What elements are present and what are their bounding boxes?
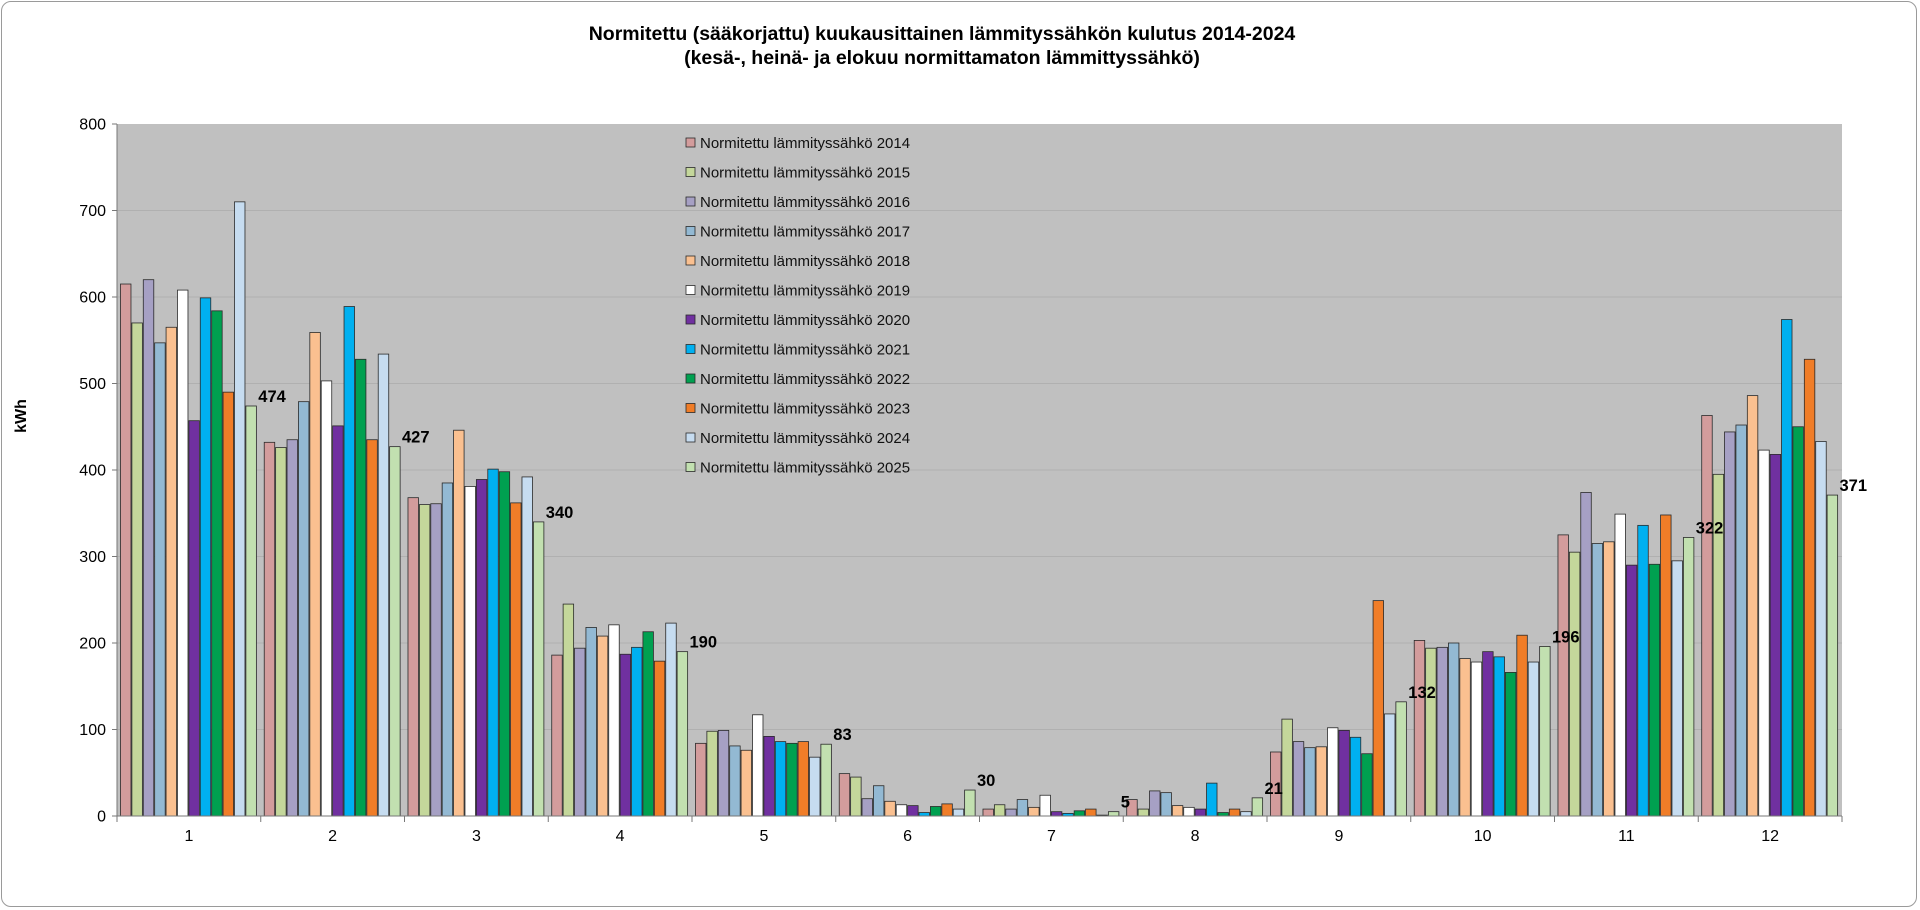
bar <box>597 636 608 816</box>
bar <box>344 307 355 816</box>
bar <box>276 448 287 816</box>
y-tick-label: 500 <box>79 376 106 393</box>
legend-entry: Normitettu lämmityssähkö 2018 <box>700 253 911 270</box>
bar <box>1604 542 1615 816</box>
bar <box>333 426 344 816</box>
legend-swatch <box>686 345 695 354</box>
bar <box>919 813 930 816</box>
bar <box>1804 359 1815 816</box>
legend-swatch <box>686 197 695 206</box>
bar <box>718 730 729 816</box>
bar <box>787 743 798 816</box>
bar <box>1770 454 1781 816</box>
bar <box>586 627 597 816</box>
bar <box>465 486 476 816</box>
bar <box>1316 747 1327 816</box>
bar <box>1305 748 1316 816</box>
bar <box>223 392 234 816</box>
x-tick-label: 10 <box>1473 828 1492 845</box>
bar <box>1702 416 1713 817</box>
bar <box>1426 648 1437 816</box>
chart-subtitle: (kesä-, heinä- ja elokuu normittamaton lämmittyssähkö) <box>684 47 1200 69</box>
bar <box>764 736 775 816</box>
bar <box>1327 728 1338 816</box>
y-tick-label: 300 <box>79 549 106 566</box>
bar <box>287 440 298 816</box>
data-label: 132 <box>1408 683 1436 702</box>
bar <box>1252 798 1263 816</box>
bar <box>1414 640 1425 816</box>
bar <box>1528 662 1539 816</box>
bar <box>1683 537 1694 816</box>
bar <box>1672 561 1683 816</box>
bar <box>1540 646 1551 816</box>
x-tick-label: 7 <box>1046 828 1056 845</box>
bar <box>454 430 465 816</box>
bar <box>1040 795 1051 816</box>
data-label: 340 <box>545 503 574 522</box>
bar <box>1494 657 1505 816</box>
legend-entry: Normitettu lämmityssähkö 2024 <box>700 430 911 447</box>
bar <box>908 806 919 816</box>
legend-swatch <box>686 374 695 383</box>
legend-entry: Normitettu lämmityssähkö 2016 <box>700 194 911 211</box>
bar <box>1782 319 1793 816</box>
bar <box>1172 806 1183 816</box>
bar-chart <box>2 2 1918 908</box>
y-tick-label: 800 <box>79 116 106 134</box>
bar <box>654 661 665 816</box>
bar <box>809 757 820 816</box>
bar <box>942 804 953 816</box>
bar <box>1569 552 1580 816</box>
bar <box>677 652 688 816</box>
y-tick-label: 0 <box>97 808 106 826</box>
bar <box>1626 565 1637 816</box>
y-axis-label: kWh <box>13 399 30 433</box>
bar <box>1074 811 1085 816</box>
bar <box>1736 425 1747 816</box>
bar <box>873 786 884 816</box>
bar <box>1793 427 1804 816</box>
bar <box>378 354 389 816</box>
data-label: 190 <box>689 633 718 652</box>
data-label: 474 <box>258 388 286 406</box>
bar <box>533 522 544 816</box>
bar <box>200 298 211 816</box>
data-label: 30 <box>977 772 996 790</box>
bar <box>431 504 442 816</box>
legend-swatch <box>686 404 695 413</box>
bar <box>1195 809 1206 816</box>
bar <box>298 402 309 816</box>
bar <box>177 290 188 816</box>
bar <box>132 323 143 816</box>
bar <box>707 731 718 816</box>
bar <box>575 648 586 816</box>
bar <box>264 442 275 816</box>
x-tick-label: 11 <box>1618 828 1635 845</box>
bar <box>1362 754 1373 816</box>
bar <box>798 742 809 816</box>
bar <box>155 343 166 816</box>
x-tick-label: 4 <box>615 828 625 845</box>
bar <box>511 503 521 816</box>
bar <box>983 809 994 816</box>
bar <box>1350 737 1361 816</box>
bar <box>666 623 677 816</box>
bar <box>1827 495 1838 816</box>
bar <box>1448 643 1459 816</box>
bar <box>563 604 574 816</box>
bar <box>752 715 763 816</box>
bar <box>442 483 453 816</box>
bar <box>1373 601 1384 816</box>
bar <box>1471 662 1482 816</box>
data-label: 21 <box>1264 779 1283 798</box>
bar <box>1006 809 1017 816</box>
legend-swatch <box>686 138 695 147</box>
bar <box>695 743 706 816</box>
data-label: 196 <box>1552 628 1580 647</box>
y-tick-label: 700 <box>79 203 106 220</box>
data-label: 322 <box>1695 519 1724 538</box>
bar <box>1029 807 1040 816</box>
bar <box>775 742 786 816</box>
bar <box>730 746 741 816</box>
x-tick-label: 3 <box>471 828 481 845</box>
legend-swatch <box>686 463 695 472</box>
chart-frame <box>1 1 1917 907</box>
bar <box>632 647 643 816</box>
legend-entry: Normitettu lämmityssähkö 2020 <box>700 312 911 329</box>
bar <box>1138 809 1149 816</box>
legend-swatch <box>686 256 695 265</box>
bar <box>499 472 510 816</box>
bar <box>1396 702 1407 816</box>
bar <box>522 477 533 816</box>
bar <box>741 750 752 816</box>
bar <box>552 655 563 816</box>
bar <box>1017 800 1027 816</box>
bar <box>839 774 850 816</box>
bar <box>1282 719 1293 816</box>
x-tick-label: 8 <box>1190 828 1200 845</box>
bar <box>488 469 499 816</box>
legend-entry: Normitettu lämmityssähkö 2015 <box>700 164 911 182</box>
y-tick-label: 100 <box>79 722 106 739</box>
bar <box>120 284 131 816</box>
legend-entry: Normitettu lämmityssähkö 2014 <box>700 135 911 152</box>
bar <box>212 311 223 816</box>
data-label: 5 <box>1120 793 1130 812</box>
bar <box>1184 807 1195 816</box>
bar <box>1150 791 1161 816</box>
bar <box>1649 564 1660 816</box>
bar <box>1816 441 1827 816</box>
bar <box>143 280 154 816</box>
bar <box>1384 714 1395 816</box>
bar <box>234 202 245 816</box>
bar <box>310 332 321 816</box>
bar <box>851 777 862 816</box>
data-label: 371 <box>1839 477 1868 496</box>
bar <box>189 421 200 816</box>
bar <box>476 480 487 816</box>
data-label: 83 <box>833 726 852 745</box>
bar <box>1218 813 1229 816</box>
bar <box>1592 544 1603 816</box>
bar <box>1339 730 1350 816</box>
bar <box>1460 659 1471 816</box>
bar <box>321 381 332 816</box>
legend-swatch <box>686 286 695 295</box>
bar <box>1483 652 1494 816</box>
bar <box>896 805 907 816</box>
legend-entry: Normitettu lämmityssähkö 2023 <box>700 400 911 418</box>
bar <box>1747 396 1758 816</box>
bar <box>620 654 631 816</box>
bar <box>1558 535 1569 816</box>
x-tick-label: 5 <box>759 828 769 845</box>
bar <box>821 744 832 816</box>
chart-title: Normitettu (sääkorjattu) kuukausittainen lämmityssähkön kulutus 2014-2024 <box>588 23 1296 45</box>
bar <box>1051 812 1062 816</box>
bar <box>390 447 401 816</box>
bar <box>408 498 419 816</box>
bar <box>885 801 896 816</box>
x-tick-label: 1 <box>184 828 194 845</box>
legend-entry: Normitettu lämmityssähkö 2022 <box>700 371 911 388</box>
bar <box>953 809 964 816</box>
bar <box>643 632 654 816</box>
x-tick-label: 12 <box>1761 828 1779 845</box>
bar <box>367 440 378 816</box>
bar <box>1293 742 1304 816</box>
bar <box>1661 515 1672 816</box>
bar <box>1207 783 1218 816</box>
bar <box>1581 492 1592 816</box>
data-label: 427 <box>402 428 430 447</box>
legend-entry: Normitettu lämmityssähkö 2021 <box>700 341 911 359</box>
bar <box>1229 809 1240 816</box>
x-tick-label: 9 <box>1334 828 1344 845</box>
bar <box>1759 450 1770 816</box>
bar <box>609 625 620 816</box>
bar <box>355 359 366 816</box>
x-tick-label: 2 <box>328 828 338 845</box>
y-tick-label: 600 <box>79 289 106 307</box>
bar <box>419 505 430 816</box>
x-tick-label: 6 <box>903 828 913 845</box>
legend-entry: Normitettu lämmityssähkö 2025 <box>700 459 911 477</box>
bar <box>1086 809 1097 816</box>
bar <box>166 327 177 816</box>
legend-entry: Normitettu lämmityssähkö 2017 <box>700 223 911 241</box>
bar <box>246 406 257 816</box>
bar <box>1161 793 1172 816</box>
bar <box>1108 812 1119 816</box>
bar <box>862 799 873 816</box>
bar <box>930 806 941 816</box>
legend-entry: Normitettu lämmityssähkö 2019 <box>700 282 911 300</box>
legend-swatch <box>686 315 695 324</box>
bar <box>965 790 976 816</box>
legend-swatch <box>686 168 695 177</box>
bar <box>1241 812 1252 816</box>
bar <box>1437 647 1448 816</box>
legend-swatch <box>686 433 695 442</box>
y-tick-label: 400 <box>79 462 106 480</box>
bar <box>1615 514 1626 816</box>
bar <box>1725 432 1736 816</box>
y-tick-label: 200 <box>79 635 106 653</box>
bar <box>1505 672 1516 816</box>
bar <box>1638 525 1649 816</box>
legend-swatch <box>686 227 695 236</box>
bar <box>994 805 1005 816</box>
bar <box>1517 635 1528 816</box>
